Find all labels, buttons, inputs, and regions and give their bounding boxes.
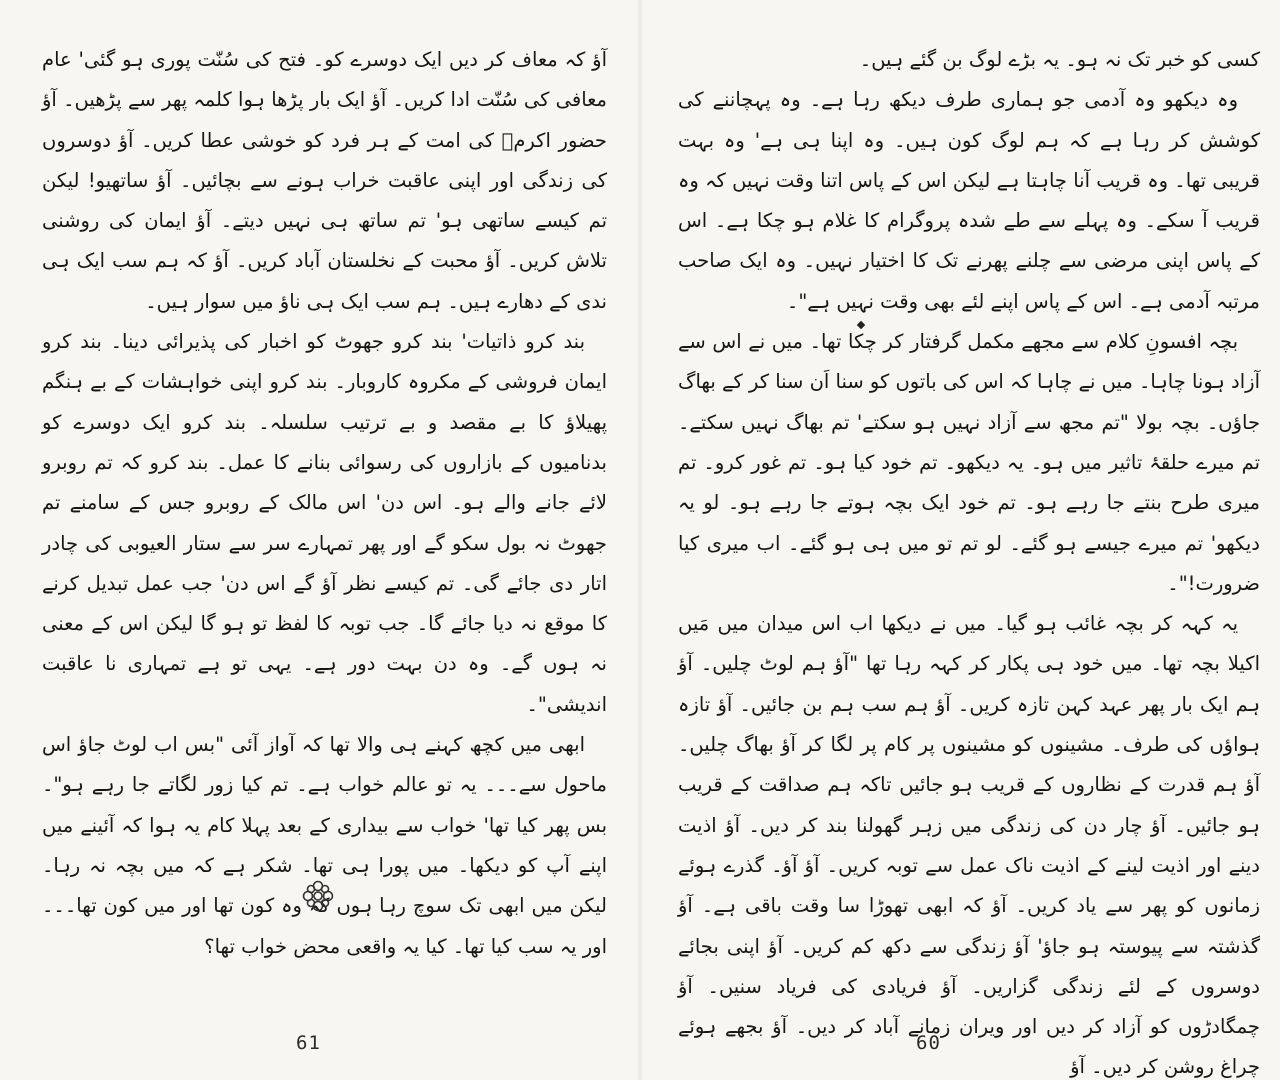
flower-ornament-icon	[300, 878, 336, 914]
right-paragraph-1: کسی کو خبر تک نہ ہو۔ یہ بڑے لوگ بن گئے ہیں۔	[859, 48, 1260, 71]
left-paragraph-1: آؤ کہ معاف کر دیں ایک دوسرے کو۔ فتح کی سُنّت پوری ہو گئی' عام معافی کی سُنّت ادا کریں۔ آؤ ایک بار پڑھا ہوا کلمہ پھر سے پڑھیں۔ آؤ حضور اکرمؐ کی امت کے ہر فرد کو خوشی عطا کریں۔ آؤ دوسروں کی زندگی اور اپنی عاقبت خراب ہونے سے بچائیں۔ آؤ ساتھیو! لیکن تم کیسے ساتھی ہو' تم ساتھ ہی نہیں دیتے۔ آؤ ایمان کی روشنی تلاش کریں۔ آؤ محبت کے نخلستان آباد کریں۔ آؤ کہ ہم سب ایک ہی ندی کے دھارے ہیں۔ ہم سب ایک ہی ناؤ میں سوار ہیں۔	[42, 48, 607, 313]
page-number-left: 61	[296, 1032, 321, 1054]
left-paragraph-2: بند کرو ذاتیات' بند کرو جھوٹ کو اخبار کی پذیرائی دینا۔ بند کرو ایمان فروشی کے مکروہ کاروبار۔ بند کرو اپنی خواہشات کے بے ہنگم پھیلاؤ کا بے مقصد و بے ترتیب سلسلہ۔ بند کرو ایک دوسرے کو بدنامیوں کے بازاروں کی رسوائی بنانے کا عمل۔ بند کرو کہ تم روبرو لائے جانے والے ہو۔ اس دن' اس مالک کے روبرو جس کے سامنے تم جھوٹ نہ بول سکو گے اور پھر تمہارے سر سے ستار العیوبی کی چادر اتار دی جائے گی۔ تم کیسے نظر آؤ گے اس دن' جب عمل تبدیل کرنے کا موقع نہ دیا جائے گا۔ جب توبہ کا لفظ تو ہو گا لیکن اس کے معنی نہ ہوں گے۔ وہ دن بہت دور ہے۔ یہی تو ہے تمہاری نا عاقبت اندیشی"۔	[42, 330, 607, 716]
page-number-right: 60	[916, 1032, 941, 1054]
right-page-text	[678, 40, 1260, 1080]
left-page-text	[42, 40, 607, 967]
left-paragraph-3: ابھی میں کچھ کہنے ہی والا تھا کہ آواز آئی "بس اب لوٹ جاؤ اس ماحول سے۔۔۔ یہ تو عالم خواب ہے۔ تم کیا زور لگاتے جا رہے ہو"۔ بس پھر کیا تھا' خواب سے بیداری کے بعد پہلا کام یہ ہوا کہ آئینے میں اپنے آپ کو دیکھا۔ میں پورا ہی تھا۔ شکر ہے کہ میں بچہ نہ رہا۔ لیکن میں ابھی تک سوچ رہا ہوں کہ وہ کون تھا اور میں کون تھا۔۔۔ اور یہ سب کیا تھا۔ کیا یہ واقعی محض خواب تھا؟	[42, 733, 607, 958]
right-paragraph-3: بچہ افسونِ کلام سے مجھے مکمل گرفتار کر چکا تھا۔ میں نے اس سے آزاد ہونا چاہا۔ میں نے چاہا کہ اس کی باتوں کو سنا اَن سنا کر کے بھاگ جاؤں۔ بچہ بولا "تم مجھ سے آزاد نہیں ہو سکتے' تم بھاگ نہیں سکتے۔ تم میرے حلقۂ تاثیر میں ہو۔ یہ دیکھو۔ تم خود کیا ہو۔ تم غور کرو۔ تم میری طرح بنتے جا رہے ہو۔ تم خود ایک بچہ ہوتے جا رہے ہو۔ لو یہ دیکھو' تم میرے جیسے ہو گئے۔ لو تم تو میں ہی ہو گئے۔ اب میری کیا ضرورت!"۔	[678, 330, 1260, 595]
right-page	[640, 0, 1280, 1080]
right-paragraph-2: وہ دیکھو وہ آدمی جو ہماری طرف دیکھ رہا ہے۔ وہ پہچاننے کی کوشش کر رہا ہے کہ ہم لوگ کون ہیں۔ وہ اپنا ہی ہے' وہ بہت قریبی تھا۔ وہ قریب آنا چاہتا ہے لیکن اس کے پاس اتنا وقت نہیں کہ وہ قریب آ سکے۔ وہ پہلے سے طے شدہ پروگرام کا غلام ہو چکا ہے۔ اس کے پاس اپنی مرضی سے چلنے پھرنے تک کا اختیار نہیں۔ وہ ایک صاحب مرتبہ آدمی ہے۔ اس کے پاس اپنے لئے بھی وقت نہیں ہے"۔	[678, 88, 1260, 313]
right-paragraph-4: یہ کہہ کر بچہ غائب ہو گیا۔ میں نے دیکھا اب اس میدان میں مَیں اکیلا بچہ تھا۔ میں خود ہی پکار کر کہہ رہا تھا "آؤ ہم لوٹ چلیں۔ آؤ ہم ایک بار پھر عہد کہن تازہ کریں۔ آؤ ہم سب ہم بن جائیں۔ آؤ تازہ ہواؤں کی طرف۔ مشینوں کو مشینوں پر کام پر لگا کر آؤ بھاگ چلیں۔ آؤ ہم قدرت کے نظاروں کے قریب ہو جائیں تاکہ ہم صداقت کے قریب ہو جائیں۔ آؤ چار دن کی زندگی میں زہر گھولنا بند کر دیں۔ آؤ اذیت دینے اور اذیت لینے کے اذیت ناک عمل سے توبہ کریں۔ آؤ آؤ۔ گذرے ہوئے زمانوں کو پھر سے یاد کریں۔ آؤ کہ ابھی تھوڑا سا وقت باقی ہے۔ آؤ گذشتہ سے پیوستہ ہو جاؤ' آؤ زندگی سے دکھ کم کریں۔ آؤ اپنی بجائے دوسروں کے لئے زندگی گزاریں۔ آؤ فریادی کی فریاد سنیں۔ آؤ چمگادڑوں کو آزاد کر دیں اور ویران زمانے آباد کر دیں۔ آؤ بجھے ہوئے چراغ روشن کر دیں۔ آؤ	[678, 612, 1260, 1079]
